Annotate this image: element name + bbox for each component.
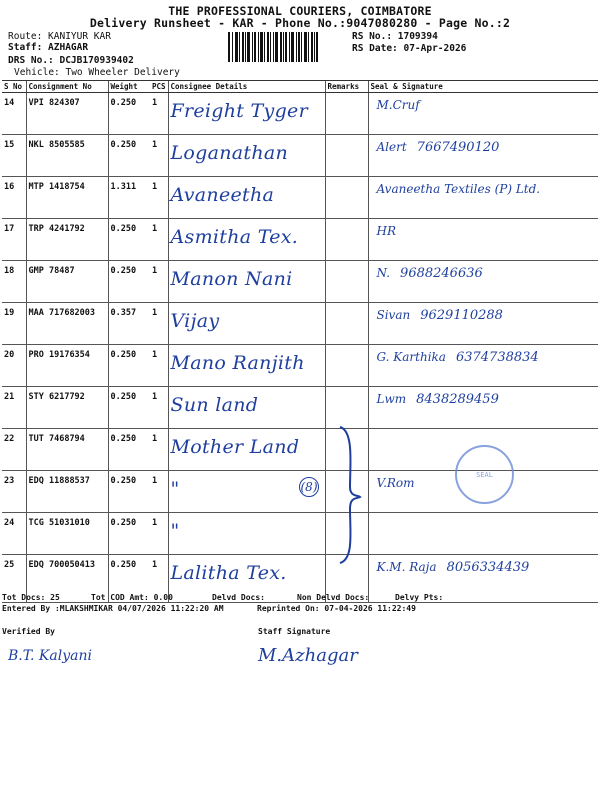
signature-cell [368, 135, 598, 177]
sno-cell: 24 [2, 513, 26, 555]
consignee-handwriting: " [170, 478, 180, 500]
consignee-handwriting: Freight Tyger [170, 100, 308, 122]
consignee-handwriting: Mano Ranjith [170, 352, 305, 374]
weight-cell: 0.250 [108, 261, 150, 303]
sno-cell: 15 [2, 135, 26, 177]
consignee-cell [168, 387, 325, 429]
signature-cell [368, 345, 598, 387]
pcs-cell: 1 [150, 219, 168, 261]
weight-cell: 0.357 [108, 303, 150, 345]
table-row [2, 261, 598, 303]
count-annotation: (8) [299, 477, 319, 497]
remarks-cell [325, 135, 368, 177]
consignment-cell: EDQ 11888537 [26, 471, 108, 513]
route-label: Route: KANIYUR KAR [8, 31, 111, 42]
receiver-signature: N. [376, 266, 391, 280]
consignee-handwriting: " [170, 520, 180, 542]
staff-label: Staff: AZHAGAR [8, 42, 89, 53]
col-remarks: Remarks [325, 81, 368, 93]
sno-cell: 14 [2, 93, 26, 135]
consignee-handwriting: Manon Nani [170, 268, 293, 290]
receiver-signature: Alert [376, 140, 407, 154]
reprinted-on: Reprinted On: 07-04-2026 11:22:49 [257, 604, 416, 613]
entered-by: Entered By :MLAKSHMIKAR 04/07/2026 11:22:20 AM [2, 604, 224, 613]
consignee-cell [168, 93, 325, 135]
receiver-phone: 8438289459 [416, 392, 499, 407]
pcs-cell: 1 [150, 177, 168, 219]
col-seal-signature: Seal & Signature [368, 81, 598, 93]
consignee-handwriting: Vijay [170, 310, 220, 332]
pcs-cell: 1 [150, 135, 168, 177]
sno-cell: 17 [2, 219, 26, 261]
pcs-cell: 1 [150, 555, 168, 603]
receiver-signature: Sivan [376, 308, 411, 322]
col-sno: S No [2, 81, 26, 93]
table-header-row [2, 81, 598, 93]
consignee-handwriting: Lalitha Tex. [170, 562, 287, 584]
rs-date: RS Date: 07-Apr-2026 [352, 43, 467, 54]
bracket-mark [336, 425, 364, 565]
signature-cell [368, 177, 598, 219]
pcs-cell: 1 [150, 303, 168, 345]
signature-cell [368, 303, 598, 345]
receiver-signature: HR [376, 224, 396, 238]
weight-cell: 1.311 [108, 177, 150, 219]
consignment-cell: NKL 8505585 [26, 135, 108, 177]
table-row [2, 219, 598, 261]
consignee-handwriting: Mother Land [170, 436, 300, 458]
signature-cell [368, 387, 598, 429]
signature-cell [368, 261, 598, 303]
weight-cell: 0.250 [108, 513, 150, 555]
table-row [2, 93, 598, 135]
table-row [2, 303, 598, 345]
pcs-cell: 1 [150, 261, 168, 303]
consignment-cell: TUT 7468794 [26, 429, 108, 471]
sno-cell: 19 [2, 303, 26, 345]
runsheet-table [2, 80, 598, 603]
runsheet-rows [2, 93, 598, 603]
sno-cell: 21 [2, 387, 26, 429]
receiver-phone: 9688246636 [400, 266, 483, 281]
remarks-cell [325, 303, 368, 345]
sno-cell: 23 [2, 471, 26, 513]
sno-cell: 22 [2, 429, 26, 471]
consignment-cell: MAA 717682003 [26, 303, 108, 345]
col-pcs: PCS [150, 81, 168, 93]
sno-cell: 25 [2, 555, 26, 603]
receiver-phone: 9629110288 [420, 308, 503, 323]
staff-signature: M.Azhagar [258, 645, 358, 666]
weight-cell: 0.250 [108, 219, 150, 261]
consignment-cell: STY 6217792 [26, 387, 108, 429]
table-row [2, 387, 598, 429]
consignment-cell: TCG 51031010 [26, 513, 108, 555]
remarks-cell [325, 345, 368, 387]
receiver-phone: 8056334439 [446, 560, 530, 575]
consignee-cell [168, 429, 325, 471]
signature-cell [368, 219, 598, 261]
pcs-cell: 1 [150, 429, 168, 471]
signature-cell [368, 93, 598, 135]
consignment-cell: GMP 78487 [26, 261, 108, 303]
consignee-cell [168, 261, 325, 303]
remarks-cell [325, 177, 368, 219]
consignment-cell: MTP 1418754 [26, 177, 108, 219]
signature-cell [368, 513, 598, 555]
remarks-cell [325, 261, 368, 303]
runsheet-subtitle: Delivery Runsheet - KAR - Phone No.:9047080280 - Page No.:2 [89, 16, 511, 30]
sno-cell: 18 [2, 261, 26, 303]
verified-signature: B.T. Kalyani [8, 648, 92, 664]
consignee-cell [168, 513, 325, 555]
sno-cell: 20 [2, 345, 26, 387]
consignment-cell: EDQ 700050413 [26, 555, 108, 603]
delivered-docs: Delvd Docs: [212, 593, 265, 602]
remarks-cell [325, 387, 368, 429]
vehicle-label: Vehicle: Two Wheeler Delivery [14, 67, 180, 78]
pcs-cell: 1 [150, 387, 168, 429]
staff-signature-label: Staff Signature [258, 627, 331, 636]
company-seal-icon: SEAL [455, 445, 514, 504]
non-delivered-docs: Non Delvd Docs: [297, 593, 370, 602]
weight-cell: 0.250 [108, 93, 150, 135]
table-row [2, 345, 598, 387]
consignee-cell [168, 135, 325, 177]
receiver-signature: M.Cruf [376, 98, 420, 112]
pcs-cell: 1 [150, 93, 168, 135]
weight-cell: 0.250 [108, 345, 150, 387]
delivery-points: Delvy Pts: [395, 593, 444, 602]
remarks-cell [325, 93, 368, 135]
receiver-signature: V.Rom [376, 476, 415, 490]
receiver-phone: 7667490120 [416, 140, 500, 155]
col-consignment: Consignment No [26, 81, 108, 93]
col-weight: Weight [108, 81, 150, 93]
consignee-cell [168, 345, 325, 387]
consignee-cell [168, 219, 325, 261]
pcs-cell: 1 [150, 345, 168, 387]
consignment-cell: VPI 824307 [26, 93, 108, 135]
table-row [2, 177, 598, 219]
consignee-handwriting: Loganathan [170, 142, 289, 164]
verified-by-label: Verified By [2, 627, 55, 636]
consignment-cell: PRO 19176354 [26, 345, 108, 387]
weight-cell: 0.250 [108, 429, 150, 471]
receiver-signature: K.M. Raja [376, 560, 437, 574]
weight-cell: 0.250 [108, 555, 150, 603]
total-docs: Tot Docs: 25 [2, 593, 60, 602]
weight-cell: 0.250 [108, 135, 150, 177]
table-row [2, 513, 598, 555]
receiver-signature: Avaneetha Textiles (P) Ltd. [376, 182, 541, 196]
company-title: THE PROFESSIONAL COURIERS, COIMBATORE [168, 4, 432, 18]
weight-cell: 0.250 [108, 387, 150, 429]
receiver-signature: Lwm [376, 392, 407, 406]
table-row [2, 135, 598, 177]
consignee-cell [168, 303, 325, 345]
consignee-cell [168, 177, 325, 219]
receiver-phone: 6374738834 [455, 350, 539, 365]
drs-number: DRS No.: DCJB170939402 [8, 55, 134, 66]
consignee-handwriting: Asmitha Tex. [170, 226, 299, 248]
pcs-cell: 1 [150, 471, 168, 513]
receiver-signature: G. Karthika [376, 350, 446, 364]
weight-cell: 0.250 [108, 471, 150, 513]
rs-number: RS No.: 1709394 [352, 31, 438, 42]
remarks-cell [325, 219, 368, 261]
barcode [228, 32, 346, 62]
consignment-cell: TRP 4241792 [26, 219, 108, 261]
sno-cell: 16 [2, 177, 26, 219]
col-consignee: Consignee Details [168, 81, 325, 93]
total-cod-amount: Tot COD Amt: 0.00 [91, 593, 173, 602]
consignee-handwriting: Avaneetha [170, 184, 275, 206]
consignee-handwriting: Sun land [170, 394, 259, 416]
pcs-cell: 1 [150, 513, 168, 555]
